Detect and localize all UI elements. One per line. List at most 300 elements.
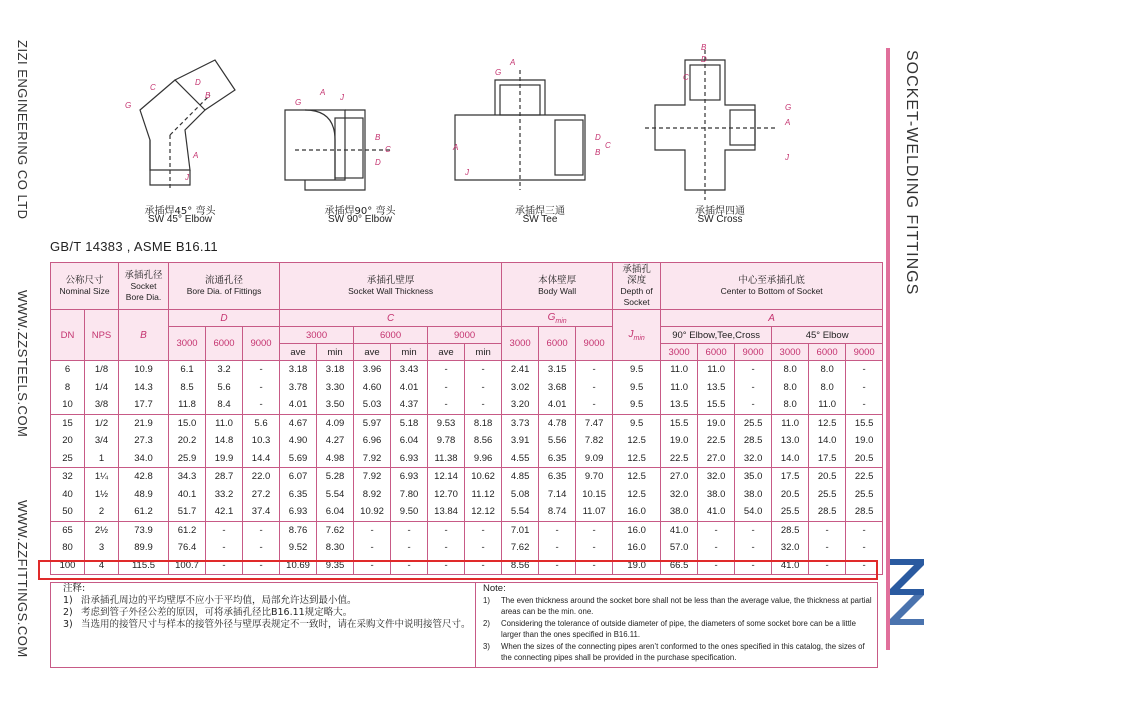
table-cell: 8.0 bbox=[809, 361, 846, 379]
company-logo-icon bbox=[886, 555, 928, 627]
diagram-caption-en: SW 45° Elbow bbox=[147, 214, 213, 225]
table-cell: 15.5 bbox=[661, 414, 698, 432]
website-zzfittings: WWW.ZZFITTINGS.COM bbox=[15, 500, 30, 658]
table-cell: 3.15 bbox=[539, 361, 576, 379]
table-cell: - bbox=[576, 361, 613, 379]
table-cell: 13.0 bbox=[772, 432, 809, 450]
table-cell: 20.5 bbox=[846, 450, 883, 468]
table-cell: 6.04 bbox=[317, 503, 354, 521]
diagram-caption-zh: 承插焊45° 弯头 bbox=[144, 206, 216, 217]
table-cell: 32 bbox=[51, 468, 85, 486]
table-cell: - bbox=[465, 521, 502, 539]
table-cell: 11.07 bbox=[576, 503, 613, 521]
table-cell: 38.0 bbox=[698, 486, 735, 504]
table-cell: 4.78 bbox=[539, 414, 576, 432]
table-cell: 12.5 bbox=[613, 450, 661, 468]
table-cell: 8.5 bbox=[169, 379, 206, 397]
table-cell: 6.93 bbox=[280, 503, 317, 521]
table-cell: 6.35 bbox=[539, 468, 576, 486]
table-cell: - bbox=[735, 557, 772, 575]
table-cell: - bbox=[809, 539, 846, 557]
table-cell: 38.0 bbox=[661, 503, 698, 521]
table-row bbox=[51, 361, 883, 379]
table-cell: 8.56 bbox=[465, 432, 502, 450]
table-cell: 20 bbox=[51, 432, 85, 450]
table-cell: 9.5 bbox=[613, 396, 661, 414]
table-cell: 14.0 bbox=[772, 450, 809, 468]
table-cell: 11.0 bbox=[206, 414, 243, 432]
table-cell: 28.5 bbox=[846, 503, 883, 521]
nps-header: NPS bbox=[85, 310, 119, 361]
table-cell: 22.0 bbox=[243, 468, 280, 486]
table-cell: 12.5 bbox=[613, 432, 661, 450]
table-cell: - bbox=[735, 361, 772, 379]
svg-text:D: D bbox=[375, 158, 381, 167]
table-cell: 6.96 bbox=[354, 432, 391, 450]
table-cell: 5.18 bbox=[391, 414, 428, 432]
table-cell: - bbox=[846, 539, 883, 557]
note-en-1: The even thickness around the socket bore shall not be less than the average value, the thickness at partial areas can be the min. one. bbox=[501, 595, 872, 616]
table-cell: 10.92 bbox=[354, 503, 391, 521]
svg-text:A: A bbox=[453, 143, 459, 152]
body-9000: 9000 bbox=[576, 327, 613, 361]
table-cell: 1½ bbox=[85, 486, 119, 504]
svg-text:C: C bbox=[385, 145, 391, 154]
table-cell: - bbox=[465, 396, 502, 414]
table-cell: 3.68 bbox=[539, 379, 576, 397]
diagram-90-elbow bbox=[275, 40, 445, 230]
table-cell: 15.0 bbox=[169, 414, 206, 432]
table-cell: 5.08 bbox=[502, 486, 539, 504]
table-cell: - bbox=[809, 521, 846, 539]
table-cell: - bbox=[846, 396, 883, 414]
table-cell: 2.41 bbox=[502, 361, 539, 379]
standard-label: GB/T 14383 , ASME B16.11 bbox=[50, 239, 218, 254]
table-cell: 10.9 bbox=[119, 361, 169, 379]
table-cell: 6.1 bbox=[169, 361, 206, 379]
svg-text:A: A bbox=[510, 58, 516, 67]
table-cell: 5.28 bbox=[317, 468, 354, 486]
table-cell: 28.7 bbox=[206, 468, 243, 486]
table-cell: 5.97 bbox=[354, 414, 391, 432]
table-cell: 25.5 bbox=[846, 486, 883, 504]
table-cell: 11.0 bbox=[698, 361, 735, 379]
table-cell: - bbox=[243, 539, 280, 557]
table-cell: 100 bbox=[51, 557, 85, 575]
cross-drawing bbox=[635, 40, 805, 200]
table-cell: 9.35 bbox=[317, 557, 354, 575]
table-cell: 12.12 bbox=[465, 503, 502, 521]
diagram-tee bbox=[455, 40, 625, 230]
wall-thickness-header: 承插孔壁厚 Socket Wall Thickness bbox=[280, 263, 502, 310]
table-cell: 3.02 bbox=[502, 379, 539, 397]
table-cell: 7.82 bbox=[576, 432, 613, 450]
table-cell: 13.5 bbox=[661, 396, 698, 414]
table-cell: 16.0 bbox=[613, 521, 661, 539]
table-cell: 10.3 bbox=[243, 432, 280, 450]
table-cell: 2 bbox=[85, 503, 119, 521]
table-cell: 14.8 bbox=[206, 432, 243, 450]
ave-header: ave bbox=[354, 344, 391, 361]
table-cell: - bbox=[428, 539, 465, 557]
table-cell: 8.0 bbox=[809, 379, 846, 397]
table-cell: 11.0 bbox=[809, 396, 846, 414]
table-cell: 12.5 bbox=[809, 414, 846, 432]
table-cell: 25.5 bbox=[772, 503, 809, 521]
table-cell: 40.1 bbox=[169, 486, 206, 504]
table-cell: 11.12 bbox=[465, 486, 502, 504]
diagram-caption-zh: 承插焊四通 bbox=[695, 206, 745, 217]
table-cell: 27.3 bbox=[119, 432, 169, 450]
svg-text:J: J bbox=[785, 153, 789, 162]
table-cell: 27.0 bbox=[661, 468, 698, 486]
table-cell: 54.0 bbox=[735, 503, 772, 521]
table-cell: 32.0 bbox=[698, 468, 735, 486]
catalog-title: SOCKET-WELDING FITTINGS bbox=[903, 50, 920, 296]
table-cell: - bbox=[206, 521, 243, 539]
table-cell: 6.07 bbox=[280, 468, 317, 486]
table-cell: 61.2 bbox=[119, 503, 169, 521]
table-cell: 15.5 bbox=[698, 396, 735, 414]
svg-text:D: D bbox=[701, 55, 707, 64]
table-cell: 12.5 bbox=[613, 468, 661, 486]
b-symbol: B bbox=[119, 310, 169, 361]
table-cell: 3.2 bbox=[206, 361, 243, 379]
table-cell: 5.03 bbox=[354, 396, 391, 414]
a45-3000: 3000 bbox=[772, 344, 809, 361]
table-cell: - bbox=[428, 521, 465, 539]
table-cell: 34.0 bbox=[119, 450, 169, 468]
elbow-90-header: 90° Elbow,Tee,Cross bbox=[661, 327, 772, 344]
table-cell: - bbox=[428, 396, 465, 414]
note-zh-2: 考虑到管子外径公差的原因，可将承插孔径比B16.11规定略大。 bbox=[81, 607, 353, 618]
table-cell: 35.0 bbox=[735, 468, 772, 486]
table-cell: 1 bbox=[85, 450, 119, 468]
svg-text:B: B bbox=[595, 148, 601, 157]
table-cell: - bbox=[735, 396, 772, 414]
table-cell: 28.5 bbox=[809, 503, 846, 521]
note-zh-1: 沿承插孔周边的平均壁厚不应小于平均值，局部允许达到最小值。 bbox=[81, 595, 357, 606]
table-cell: 3 bbox=[85, 539, 119, 557]
table-cell: 8.30 bbox=[317, 539, 354, 557]
table-cell: 4.85 bbox=[502, 468, 539, 486]
center-to-bottom-header: 中心至承插孔底 Center to Bottom of Socket bbox=[661, 263, 883, 310]
note-zh-3: 当选用的接管尺寸与样本的接管外径与壁厚表规定不一致时，请在采购文件中说明接管尺寸。 bbox=[81, 619, 471, 630]
table-cell: 3.91 bbox=[502, 432, 539, 450]
svg-text:A: A bbox=[785, 118, 791, 127]
body-wall-header: 本体壁厚 Body Wall bbox=[502, 263, 613, 310]
diagram-caption-en: SW Cross bbox=[697, 214, 743, 225]
table-cell: - bbox=[465, 557, 502, 575]
table-cell: 22.5 bbox=[661, 450, 698, 468]
table-cell: 38.0 bbox=[735, 486, 772, 504]
ave-header: ave bbox=[280, 344, 317, 361]
table-cell: 6.93 bbox=[391, 450, 428, 468]
table-cell: 9.70 bbox=[576, 468, 613, 486]
table-cell: - bbox=[576, 396, 613, 414]
table-cell: 8.0 bbox=[772, 396, 809, 414]
table-cell: 33.2 bbox=[206, 486, 243, 504]
table-cell: 34.3 bbox=[169, 468, 206, 486]
a90-6000: 6000 bbox=[698, 344, 735, 361]
table-cell: 4.37 bbox=[391, 396, 428, 414]
table-cell: 3/4 bbox=[85, 432, 119, 450]
table-cell: - bbox=[576, 557, 613, 575]
table-cell: 14.4 bbox=[243, 450, 280, 468]
table-cell: 4.67 bbox=[280, 414, 317, 432]
table-cell: 28.5 bbox=[772, 521, 809, 539]
table-cell: 13.5 bbox=[698, 379, 735, 397]
table-cell: 2½ bbox=[85, 521, 119, 539]
table-cell: 8.18 bbox=[465, 414, 502, 432]
table-cell: 27.2 bbox=[243, 486, 280, 504]
table-cell: 65 bbox=[51, 521, 85, 539]
highlight-box-dn100 bbox=[38, 560, 878, 580]
svg-text:B: B bbox=[375, 133, 381, 142]
table-cell: 1/8 bbox=[85, 361, 119, 379]
table-cell: 8.4 bbox=[206, 396, 243, 414]
table-cell: 10.62 bbox=[465, 468, 502, 486]
table-cell: 41.0 bbox=[772, 557, 809, 575]
table-cell: 40 bbox=[51, 486, 85, 504]
table-cell: - bbox=[698, 521, 735, 539]
table-cell: 4.98 bbox=[317, 450, 354, 468]
svg-text:B: B bbox=[701, 43, 707, 52]
svg-text:J: J bbox=[465, 168, 469, 177]
table-cell: 19.0 bbox=[846, 432, 883, 450]
table-cell: 3.73 bbox=[502, 414, 539, 432]
g-symbol: $G_{min}$ bbox=[502, 310, 613, 327]
svg-text:A: A bbox=[320, 88, 326, 97]
notes-zh-title: 注释: bbox=[63, 583, 86, 594]
notes-zh: 注释: 1) 沿承插孔周边的平均壁厚不应小于平均值，局部允许达到最小值。 2) 考虑到管子外径公差的原因，可将承插孔径比B16.11规定略大。 3) 当选用的接管尺寸与样本的接管外径与壁厚表规定不一致时，请在采购文件中说明接管尺寸。 bbox=[63, 583, 473, 631]
bore-9000: 9000 bbox=[243, 327, 280, 361]
a90-3000: 3000 bbox=[661, 344, 698, 361]
svg-text:J: J bbox=[185, 173, 189, 182]
table-cell: 50 bbox=[51, 503, 85, 521]
table-cell: 8.76 bbox=[280, 521, 317, 539]
table-cell: 9.5 bbox=[613, 414, 661, 432]
bore-6000: 6000 bbox=[206, 327, 243, 361]
svg-text:D: D bbox=[595, 133, 601, 142]
table-cell: - bbox=[354, 521, 391, 539]
table-cell: - bbox=[243, 379, 280, 397]
wall-3000: 3000 bbox=[280, 327, 354, 344]
table-cell: - bbox=[735, 539, 772, 557]
table-cell: 6.35 bbox=[539, 450, 576, 468]
table-cell: 7.01 bbox=[502, 521, 539, 539]
table-cell: 4.55 bbox=[502, 450, 539, 468]
side-text-left bbox=[10, 40, 34, 680]
table-cell: 4.27 bbox=[317, 432, 354, 450]
table-cell: 17.5 bbox=[809, 450, 846, 468]
table-row bbox=[51, 503, 883, 521]
table-cell: - bbox=[846, 379, 883, 397]
table-cell: 4.01 bbox=[391, 379, 428, 397]
table-cell: 7.80 bbox=[391, 486, 428, 504]
company-name: ZIZI ENGINEERING CO LTD bbox=[15, 40, 30, 220]
j-symbol: $J_{min}$ bbox=[613, 310, 661, 361]
table-cell: 15 bbox=[51, 414, 85, 432]
notes-divider bbox=[475, 583, 476, 667]
side-text-right bbox=[900, 50, 1145, 296]
table-row bbox=[51, 414, 883, 432]
a90-9000: 9000 bbox=[735, 344, 772, 361]
elbow-90-drawing bbox=[275, 40, 445, 200]
table-cell: 9.96 bbox=[465, 450, 502, 468]
diagram-cross bbox=[635, 40, 805, 230]
dn-header: DN bbox=[51, 310, 85, 361]
ave-header: ave bbox=[428, 344, 465, 361]
table-cell: 3.43 bbox=[391, 361, 428, 379]
table-cell: - bbox=[206, 539, 243, 557]
table-cell: 1¼ bbox=[85, 468, 119, 486]
body-6000: 6000 bbox=[539, 327, 576, 361]
svg-text:G: G bbox=[295, 98, 302, 107]
table-cell: 9.52 bbox=[280, 539, 317, 557]
table-cell: 7.62 bbox=[502, 539, 539, 557]
table-cell: 19.0 bbox=[698, 414, 735, 432]
table-cell: - bbox=[846, 557, 883, 575]
table-cell: 3.30 bbox=[317, 379, 354, 397]
table-cell: 6 bbox=[51, 361, 85, 379]
d-symbol: D bbox=[169, 310, 280, 327]
table-cell: 7.92 bbox=[354, 450, 391, 468]
table-cell: 25.5 bbox=[735, 414, 772, 432]
table-cell: - bbox=[539, 557, 576, 575]
table-cell: 9.50 bbox=[391, 503, 428, 521]
fitting-diagrams bbox=[95, 40, 845, 230]
table-cell: - bbox=[576, 379, 613, 397]
table-cell: 7.62 bbox=[317, 521, 354, 539]
table-cell: - bbox=[391, 557, 428, 575]
tee-drawing bbox=[455, 40, 625, 200]
table-cell: 5.69 bbox=[280, 450, 317, 468]
table-cell: 5.6 bbox=[243, 414, 280, 432]
table-cell: 8.0 bbox=[772, 361, 809, 379]
a-symbol: A bbox=[661, 310, 883, 327]
socket-depth-header: 承插孔 深度 Depth of Socket bbox=[613, 263, 661, 310]
table-cell: 16.0 bbox=[613, 503, 661, 521]
table-cell: 80 bbox=[51, 539, 85, 557]
table-cell: 4.01 bbox=[280, 396, 317, 414]
c-symbol: C bbox=[280, 310, 502, 327]
table-cell: 1/4 bbox=[85, 379, 119, 397]
diagram-caption-zh: 承插焊90° 弯头 bbox=[324, 206, 396, 217]
table-cell: - bbox=[243, 557, 280, 575]
table-cell: - bbox=[428, 361, 465, 379]
table-cell: 14.3 bbox=[119, 379, 169, 397]
table-cell: 19.0 bbox=[661, 432, 698, 450]
wall-6000: 6000 bbox=[354, 327, 428, 344]
table-row bbox=[51, 539, 883, 557]
table-row bbox=[51, 450, 883, 468]
table-cell: 42.8 bbox=[119, 468, 169, 486]
table-cell: - bbox=[206, 557, 243, 575]
table-cell: 28.5 bbox=[735, 432, 772, 450]
table-cell: 3.18 bbox=[280, 361, 317, 379]
elbow-45-header: 45° Elbow bbox=[772, 327, 883, 344]
table-cell: 4 bbox=[85, 557, 119, 575]
table-cell: 11.0 bbox=[661, 361, 698, 379]
note-en-2: Considering the tolerance of outside diameter of pipe, the diameters of some socket bore can be a little larger than the ones specified in B16.11. bbox=[501, 618, 856, 639]
table-cell: - bbox=[576, 539, 613, 557]
table-cell: 13.84 bbox=[428, 503, 465, 521]
table-cell: - bbox=[428, 379, 465, 397]
table-cell: 3.50 bbox=[317, 396, 354, 414]
table-cell: - bbox=[465, 539, 502, 557]
svg-text:C: C bbox=[605, 141, 611, 150]
table-cell: 51.7 bbox=[169, 503, 206, 521]
table-cell: 76.4 bbox=[169, 539, 206, 557]
table-cell: 12.14 bbox=[428, 468, 465, 486]
bore-3000: 3000 bbox=[169, 327, 206, 361]
table-cell: 37.4 bbox=[243, 503, 280, 521]
svg-text:C: C bbox=[683, 73, 689, 82]
table-cell: - bbox=[846, 521, 883, 539]
diagram-45-elbow bbox=[95, 40, 265, 230]
website-zzsteels: WWW.ZZSTEELS.COM bbox=[15, 290, 30, 438]
table-cell: 9.53 bbox=[428, 414, 465, 432]
svg-text:G: G bbox=[125, 101, 132, 110]
table-cell: 9.78 bbox=[428, 432, 465, 450]
table-cell: 11.8 bbox=[169, 396, 206, 414]
table-cell: 66.5 bbox=[661, 557, 698, 575]
table-cell: 25.5 bbox=[809, 486, 846, 504]
diagram-caption-en: SW Tee bbox=[522, 214, 558, 225]
table-cell: 7.47 bbox=[576, 414, 613, 432]
table-cell: 57.0 bbox=[661, 539, 698, 557]
table-cell: 6.35 bbox=[280, 486, 317, 504]
min-header: min bbox=[391, 344, 428, 361]
table-cell: 3/8 bbox=[85, 396, 119, 414]
table-cell: 7.92 bbox=[354, 468, 391, 486]
table-cell: 3.78 bbox=[280, 379, 317, 397]
table-row bbox=[51, 521, 883, 539]
table-cell: - bbox=[698, 539, 735, 557]
svg-text:A: A bbox=[193, 151, 199, 160]
table-cell: 12.70 bbox=[428, 486, 465, 504]
a45-6000: 6000 bbox=[809, 344, 846, 361]
table-row bbox=[51, 486, 883, 504]
table-cell: 32.0 bbox=[661, 486, 698, 504]
table-cell: 8.56 bbox=[502, 557, 539, 575]
table-cell: 5.54 bbox=[502, 503, 539, 521]
table-cell: 14.0 bbox=[809, 432, 846, 450]
svg-text:G: G bbox=[785, 103, 792, 112]
table-row bbox=[51, 396, 883, 414]
a45-9000: 9000 bbox=[846, 344, 883, 361]
table-cell: - bbox=[391, 521, 428, 539]
table-cell: - bbox=[465, 361, 502, 379]
table-cell: 8.0 bbox=[772, 379, 809, 397]
table-cell: 25.9 bbox=[169, 450, 206, 468]
table-cell: 10.15 bbox=[576, 486, 613, 504]
table-cell: 22.5 bbox=[698, 432, 735, 450]
table-cell: - bbox=[735, 521, 772, 539]
socket-bore-header: 承插孔径 Socket Bore Dia. bbox=[119, 263, 169, 310]
table-cell: 10 bbox=[51, 396, 85, 414]
table-cell: - bbox=[243, 361, 280, 379]
table-cell: 32.0 bbox=[772, 539, 809, 557]
table-cell: 7.14 bbox=[539, 486, 576, 504]
table-cell: 20.2 bbox=[169, 432, 206, 450]
table-cell: 19.0 bbox=[613, 557, 661, 575]
table-cell: 89.9 bbox=[119, 539, 169, 557]
table-cell: - bbox=[391, 539, 428, 557]
table-cell: 17.7 bbox=[119, 396, 169, 414]
wall-9000: 9000 bbox=[428, 327, 502, 344]
